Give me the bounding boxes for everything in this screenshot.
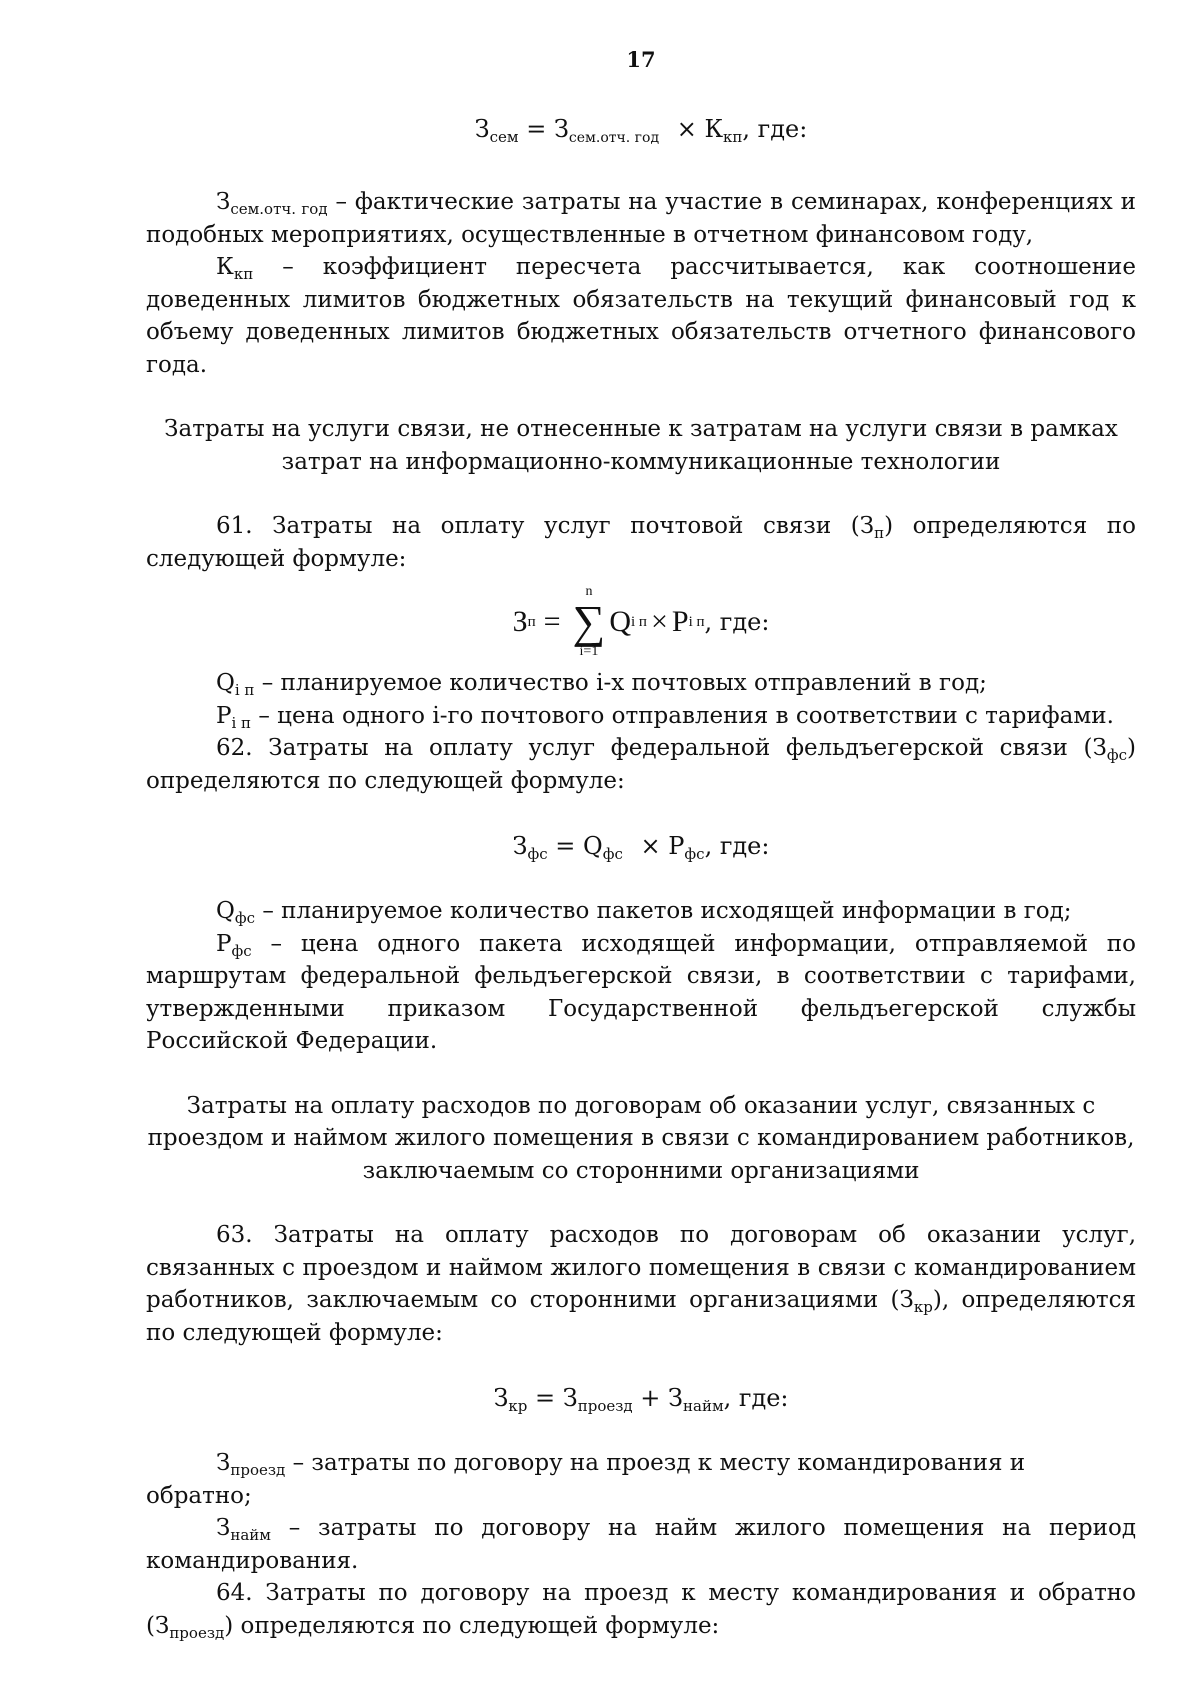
page-number: 17 (626, 47, 656, 72)
formula-courier-costs: $З_{фс} = Q_{фс} \times P_{фс}$, где: (512, 832, 770, 863)
definition-q-courier: $Q_{фс}$ – планируемое количество пакетов исходящей информации в год; (216, 898, 1072, 927)
paragraph-64: 64. Затраты по договору на проезд к месту командирования и обратно $(З_{проезд})$ определяются по следующей формуле: (146, 1580, 1136, 1642)
section-heading-business-trips: Затраты на оплату расходов по договорам об оказании услуг, связанных с проездом и наймом жилого помещения в связи с командированием работников, заключаемым со сторонними организациями (147, 1092, 1135, 1184)
formula-postal-costs: З п = n ∑ i=1 Q i п × P i п , где: (512, 584, 770, 659)
definition-naim: $З_{найм}$ – затраты по договору на найм жилого помещения на период командирования. (146, 1515, 1136, 1574)
definition-p-courier: $P_{фс}$ – цена одного пакета исходящей информации, отправляемой по маршрутам федеральной фельдъегерской связи, в соответствии с тарифами, утвержденными приказом Государственной фельдъегерской службы Российской Федерации. (146, 930, 1136, 1054)
paragraph-62: 62. Затраты на оплату услуг федеральной фельдъегерской связи $(З_{фс})$ определяются по следующей формуле: (146, 735, 1136, 794)
section-heading-communication: Затраты на услуги связи, не отнесенные к затратам на услуги связи в рамках затрат на информационно-коммуникационные технологии (164, 416, 1118, 475)
definition-p-postal: $P_{i п}$ – цена одного i-го почтового отправления в соответствии с тарифами. (216, 702, 1114, 732)
sum-operator: n ∑ i=1 (572, 584, 606, 659)
definition-kkp: $К_{кп}$ – коэффициент пересчета рассчитывается, как соотношение доведенных лимитов бюджетных обязательств на текущий финансовый год к объему доведенных лимитов бюджетных обязательств отчетного финансового года. (146, 254, 1136, 378)
definition-proezd: $З_{проезд}$ – затраты по договору на проезд к месту командирования и обратно; (146, 1450, 1026, 1509)
formula-business-trip-costs: $З_{кр} = З_{проезд} + З_{найм}$, где: (493, 1384, 789, 1415)
definition-q-postal: $Q_{i п}$ – планируемое количество i-х почтовых отправлений в год; (216, 670, 987, 699)
paragraph-63: 63. Затраты на оплату расходов по договорам об оказании услуг, связанных с проездом и наймом жилого помещения в связи с командированием работников, заключаемым со сторонними организациями $(З_{кр})$, определяются по следующей формуле: (146, 1222, 1137, 1346)
formula-seminar-costs: $З_{сем} = З_{сем.отч. год} \times К_{кп}$, где: (474, 115, 808, 146)
definition-sem-otch-god: $З_{сем.отч. год}$ – фактические затраты на участие в семинарах, конференциях и подобных мероприятиях, осуществленные в отчетном финансовом году, (146, 189, 1137, 248)
paragraph-61: 61. Затраты на оплату услуг почтовой связи $(З_п)$ определяются по следующей формуле: (146, 513, 1136, 572)
